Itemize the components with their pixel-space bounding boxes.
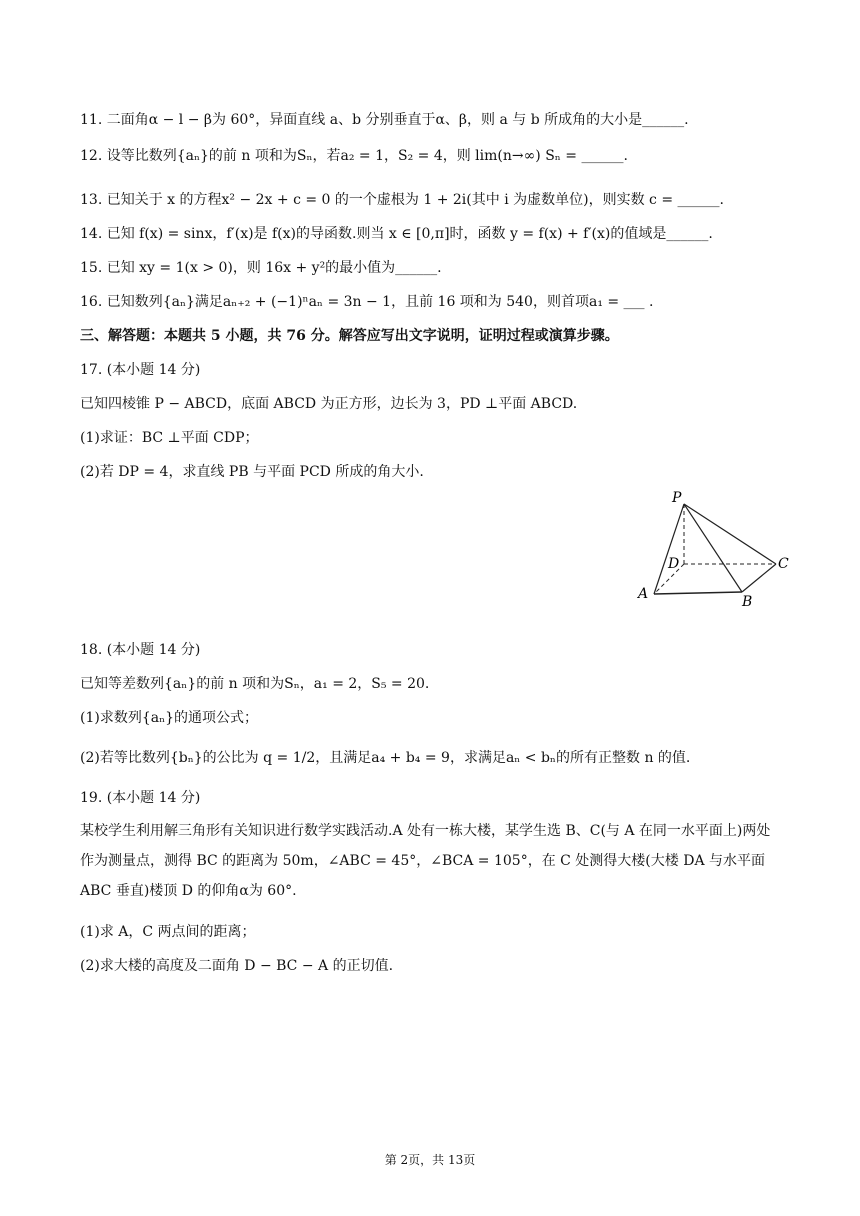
question-16: 16. 已知数列{aₙ}满足aₙ₊₂ + (−1)ⁿaₙ = 3n − 1，且前 16 项和为 540，则首项a₁ = ___ . xyxy=(80,294,654,310)
q19-part1: (1)求 A，C 两点间的距离； xyxy=(80,924,256,940)
question-14: 14. 已知 f(x) = sinx，f′(x)是 f(x)的导函数.则当 x ∈ [0,π]时，函数 y = f(x) + f′(x)的值域是______. xyxy=(80,226,713,242)
question-13: 13. 已知关于 x 的方程x² − 2x + c = 0 的一个虚根为 1 + 2i(其中 i 为虚数单位)，则实数 c = ______. xyxy=(80,192,724,208)
page-footer: 第 2页，共 13页 xyxy=(384,1153,476,1167)
q19-part2: (2)求大楼的高度及二面角 D − BC − A 的正切值. xyxy=(80,958,394,974)
q19-stem: 某校学生利用解三角形有关知识进行数学实践活动.A 处有一栋大楼，某学生选 B、C(与 A 在同一水平面上)两处作为测量点，测得 BC 的距离为 50m，∠ABC = 45°，∠BCA = 105°，在 C 处测得大楼(大楼 DA 与水平面 ABC 垂直)楼顶 D 的仰角α为 60°. xyxy=(80,823,771,899)
vertex-label-d: D xyxy=(668,556,680,572)
q18-part2: (2)若等比数列{bₙ}的公比为 q = 1/2，且满足a₄ + b₄ = 9，求满足aₙ < bₙ的所有正整数 n 的值. xyxy=(80,750,691,766)
q18-header: 18. (本小题 14 分) xyxy=(80,642,201,658)
pyramid-figure xyxy=(632,484,802,614)
q19-header: 19. (本小题 14 分) xyxy=(80,790,201,806)
question-15: 15. 已知 xy = 1(x > 0)，则 16x + y²的最小值为______. xyxy=(80,260,442,276)
q17-header: 17. (本小题 14 分) xyxy=(80,362,201,378)
vertex-label-a: A xyxy=(638,586,649,602)
vertex-label-p: P xyxy=(672,490,682,506)
q18-stem: 已知等差数列{aₙ}的前 n 项和为Sₙ，a₁ = 2，S₅ = 20. xyxy=(80,676,430,692)
q18-part1: (1)求数列{aₙ}的通项公式； xyxy=(80,710,259,726)
vertex-label-c: C xyxy=(778,556,789,572)
section-3-heading: 三、解答题：本题共 5 小题，共 76 分。解答应写出文字说明，证明过程或演算步骤。 xyxy=(80,328,619,344)
vertex-label-b: B xyxy=(742,594,753,610)
question-12: 12. 设等比数列{aₙ}的前 n 项和为Sₙ，若a₂ = 1，S₂ = 4，则 lim(n→∞) Sₙ = ______. xyxy=(80,148,628,164)
q17-part2: (2)若 DP = 4，求直线 PB 与平面 PCD 所成的角大小. xyxy=(80,464,424,480)
q17-stem: 已知四棱锥 P − ABCD，底面 ABCD 为正方形，边长为 3，PD ⊥平面 ABCD. xyxy=(80,396,578,412)
q17-part1: (1)求证：BC ⊥平面 CDP； xyxy=(80,430,259,446)
question-11: 11. 二面角α − l − β为 60°，异面直线 a、b 分别垂直于α、β，则 a 与 b 所成角的大小是______. xyxy=(80,112,689,128)
